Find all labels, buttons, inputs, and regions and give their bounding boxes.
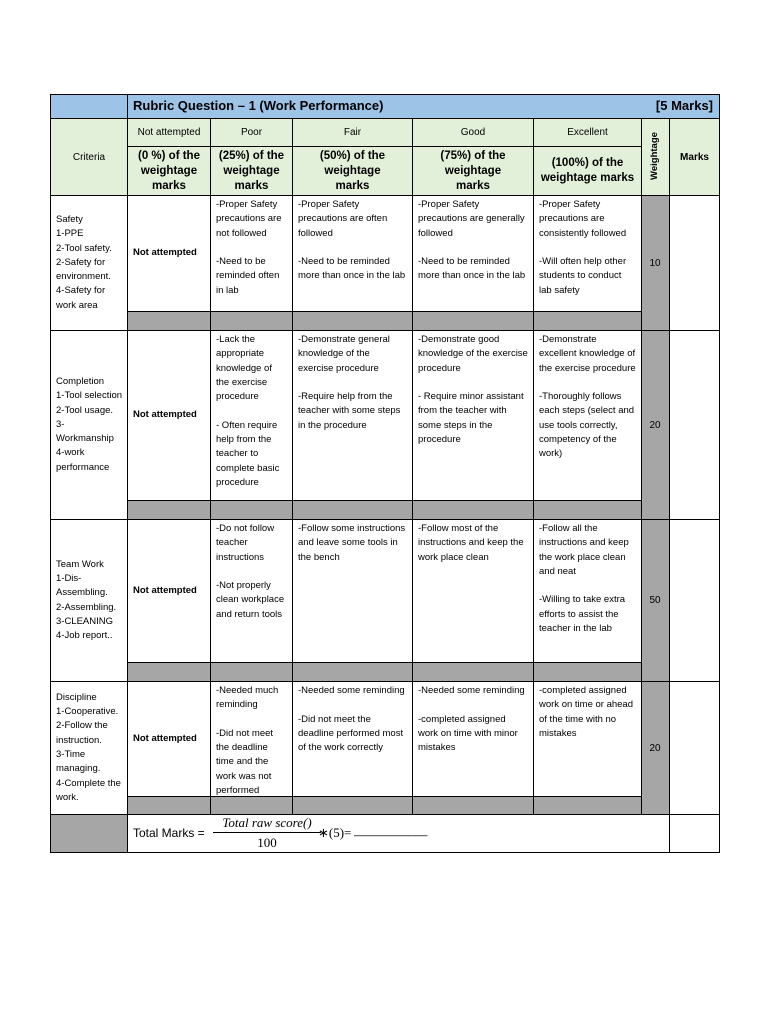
total-label-bg — [50, 814, 127, 852]
fair-cell: -Follow some instructions and leave some tools in the bench — [298, 523, 406, 563]
criteria-header: Criteria — [72, 151, 106, 163]
fraction-bar — [213, 832, 321, 833]
total-marks-blank[interactable]: ____________ — [354, 825, 428, 837]
excellent-cell: -Proper Safety precautions are consistently followed -Will often help other students to conduct lab safety — [539, 199, 627, 296]
marks-input-cell[interactable] — [670, 196, 719, 330]
percent-header-not-attempted: (0 %) of the weightage marks — [138, 149, 200, 192]
rubric-title: Rubric Question – 1 (Work Performance) — [133, 98, 384, 113]
level-header-poor: Poor — [240, 127, 263, 138]
grid-line — [127, 662, 641, 663]
marks-input-cell[interactable] — [670, 331, 719, 519]
criteria-cell: Discipline 1-Cooperative. 2-Follow the instruction. 3-Time managing. 4-Complete the work. — [56, 691, 121, 803]
row-footer-bar — [127, 796, 641, 814]
criteria-cell: Team Work 1-Dis-Assembling. 2-Assembling. 3-CLEANING 4-Job report.. — [56, 558, 117, 642]
criteria-cell: Completion 1-Tool selection 2-Tool usage. 3-Workmanship 4-work performance — [56, 375, 123, 473]
weightage-value: 20 — [649, 742, 661, 754]
not-attempted-cell: Not attempted — [133, 732, 197, 744]
good-cell: -Demonstrate good knowledge of the exercise procedure - Require minor assistant from the teacher with some steps in the procedure — [418, 334, 528, 446]
level-header-good: Good — [460, 127, 486, 138]
poor-cell: -Needed much reminding -Did not meet the deadline time and the work was not performed — [216, 685, 279, 796]
good-cell: -Follow most of the instructions and keep the work place clean — [418, 523, 524, 563]
total-formula-denominator: 100 — [257, 835, 277, 850]
level-header-not-attempted: Not attempted — [137, 127, 201, 138]
weightage-value: 10 — [649, 257, 661, 269]
percent-header-fair: (50%) of the weightage marks — [319, 149, 386, 192]
level-header-excellent: Excellent — [567, 127, 608, 138]
weightage-value: 20 — [649, 419, 661, 431]
good-cell: -Proper Safety precautions are generally followed -Need to be reminded more than once in the lab — [418, 199, 526, 282]
fair-cell: -Needed some reminding -Did not meet the deadline performed most of the work correctly — [298, 685, 405, 754]
not-attempted-cell: Not attempted — [133, 247, 197, 259]
marks-input-cell[interactable] — [670, 520, 719, 681]
grid-line — [50, 852, 720, 853]
percent-header-poor: (25%) of the weightage marks — [218, 149, 285, 192]
fair-cell: -Proper Safety precautions are often followed -Need to be reminded more than once in the lab — [298, 199, 406, 282]
grid-line — [127, 311, 641, 312]
poor-cell: -Lack the appropriate knowledge of the exercise procedure - Often require help from the teacher to complete basic procedure — [216, 334, 280, 488]
grid-line — [50, 94, 720, 95]
total-formula-numerator: Total raw score() — [222, 815, 312, 830]
grid-line — [127, 796, 641, 797]
total-formula-multiplier: ∗(5)= — [318, 825, 352, 840]
not-attempted-cell: Not attempted — [133, 584, 197, 596]
weightage-header: Weightage — [649, 132, 660, 180]
grid-line — [719, 94, 720, 853]
row-footer-bar — [127, 662, 641, 681]
not-attempted-cell: Not attempted — [133, 409, 197, 421]
total-marks-label: Total Marks = — [133, 826, 205, 840]
poor-cell: -Do not follow teacher instructions -Not properly clean workplace and return tools — [216, 523, 285, 620]
marks-input-cell[interactable] — [670, 682, 719, 814]
excellent-cell: -Follow all the instructions and keep the work place clean and neat -Willing to take extra efforts to assist the teacher in the lab — [539, 523, 629, 635]
criteria-cell: Safety 1-PPE 2-Tool safety. 2-Safety for environment. 4-Safety for work area — [56, 213, 112, 311]
percent-header-good: (75%) of the weightage marks — [440, 149, 506, 192]
level-header-fair: Fair — [343, 127, 362, 138]
good-cell: -Needed some reminding -completed assigned work on time with minor mistakes — [418, 685, 525, 754]
weightage-value: 50 — [649, 595, 661, 606]
marks-label: [5 Marks] — [655, 98, 713, 113]
fair-cell: -Demonstrate general knowledge of the exercise procedure -Require help from the teacher with some steps in the procedure — [298, 334, 401, 431]
grid-line — [127, 500, 641, 501]
row-footer-bar — [127, 311, 641, 330]
marks-header: Marks — [680, 151, 709, 163]
poor-cell: -Proper Safety precautions are not followed -Need to be reminded often in lab — [216, 199, 282, 296]
excellent-cell: -Demonstrate excellent knowledge of the exercise procedure -Thoroughly follows each steps (select and use tools correctly, competency of the work) — [539, 334, 636, 460]
percent-header-excellent: (100%) of the weightage marks — [540, 157, 635, 184]
excellent-cell: -completed assigned work on time or ahead of the time with no mistakes — [539, 685, 633, 739]
row-footer-bar — [127, 500, 641, 519]
grid-line — [50, 814, 720, 815]
